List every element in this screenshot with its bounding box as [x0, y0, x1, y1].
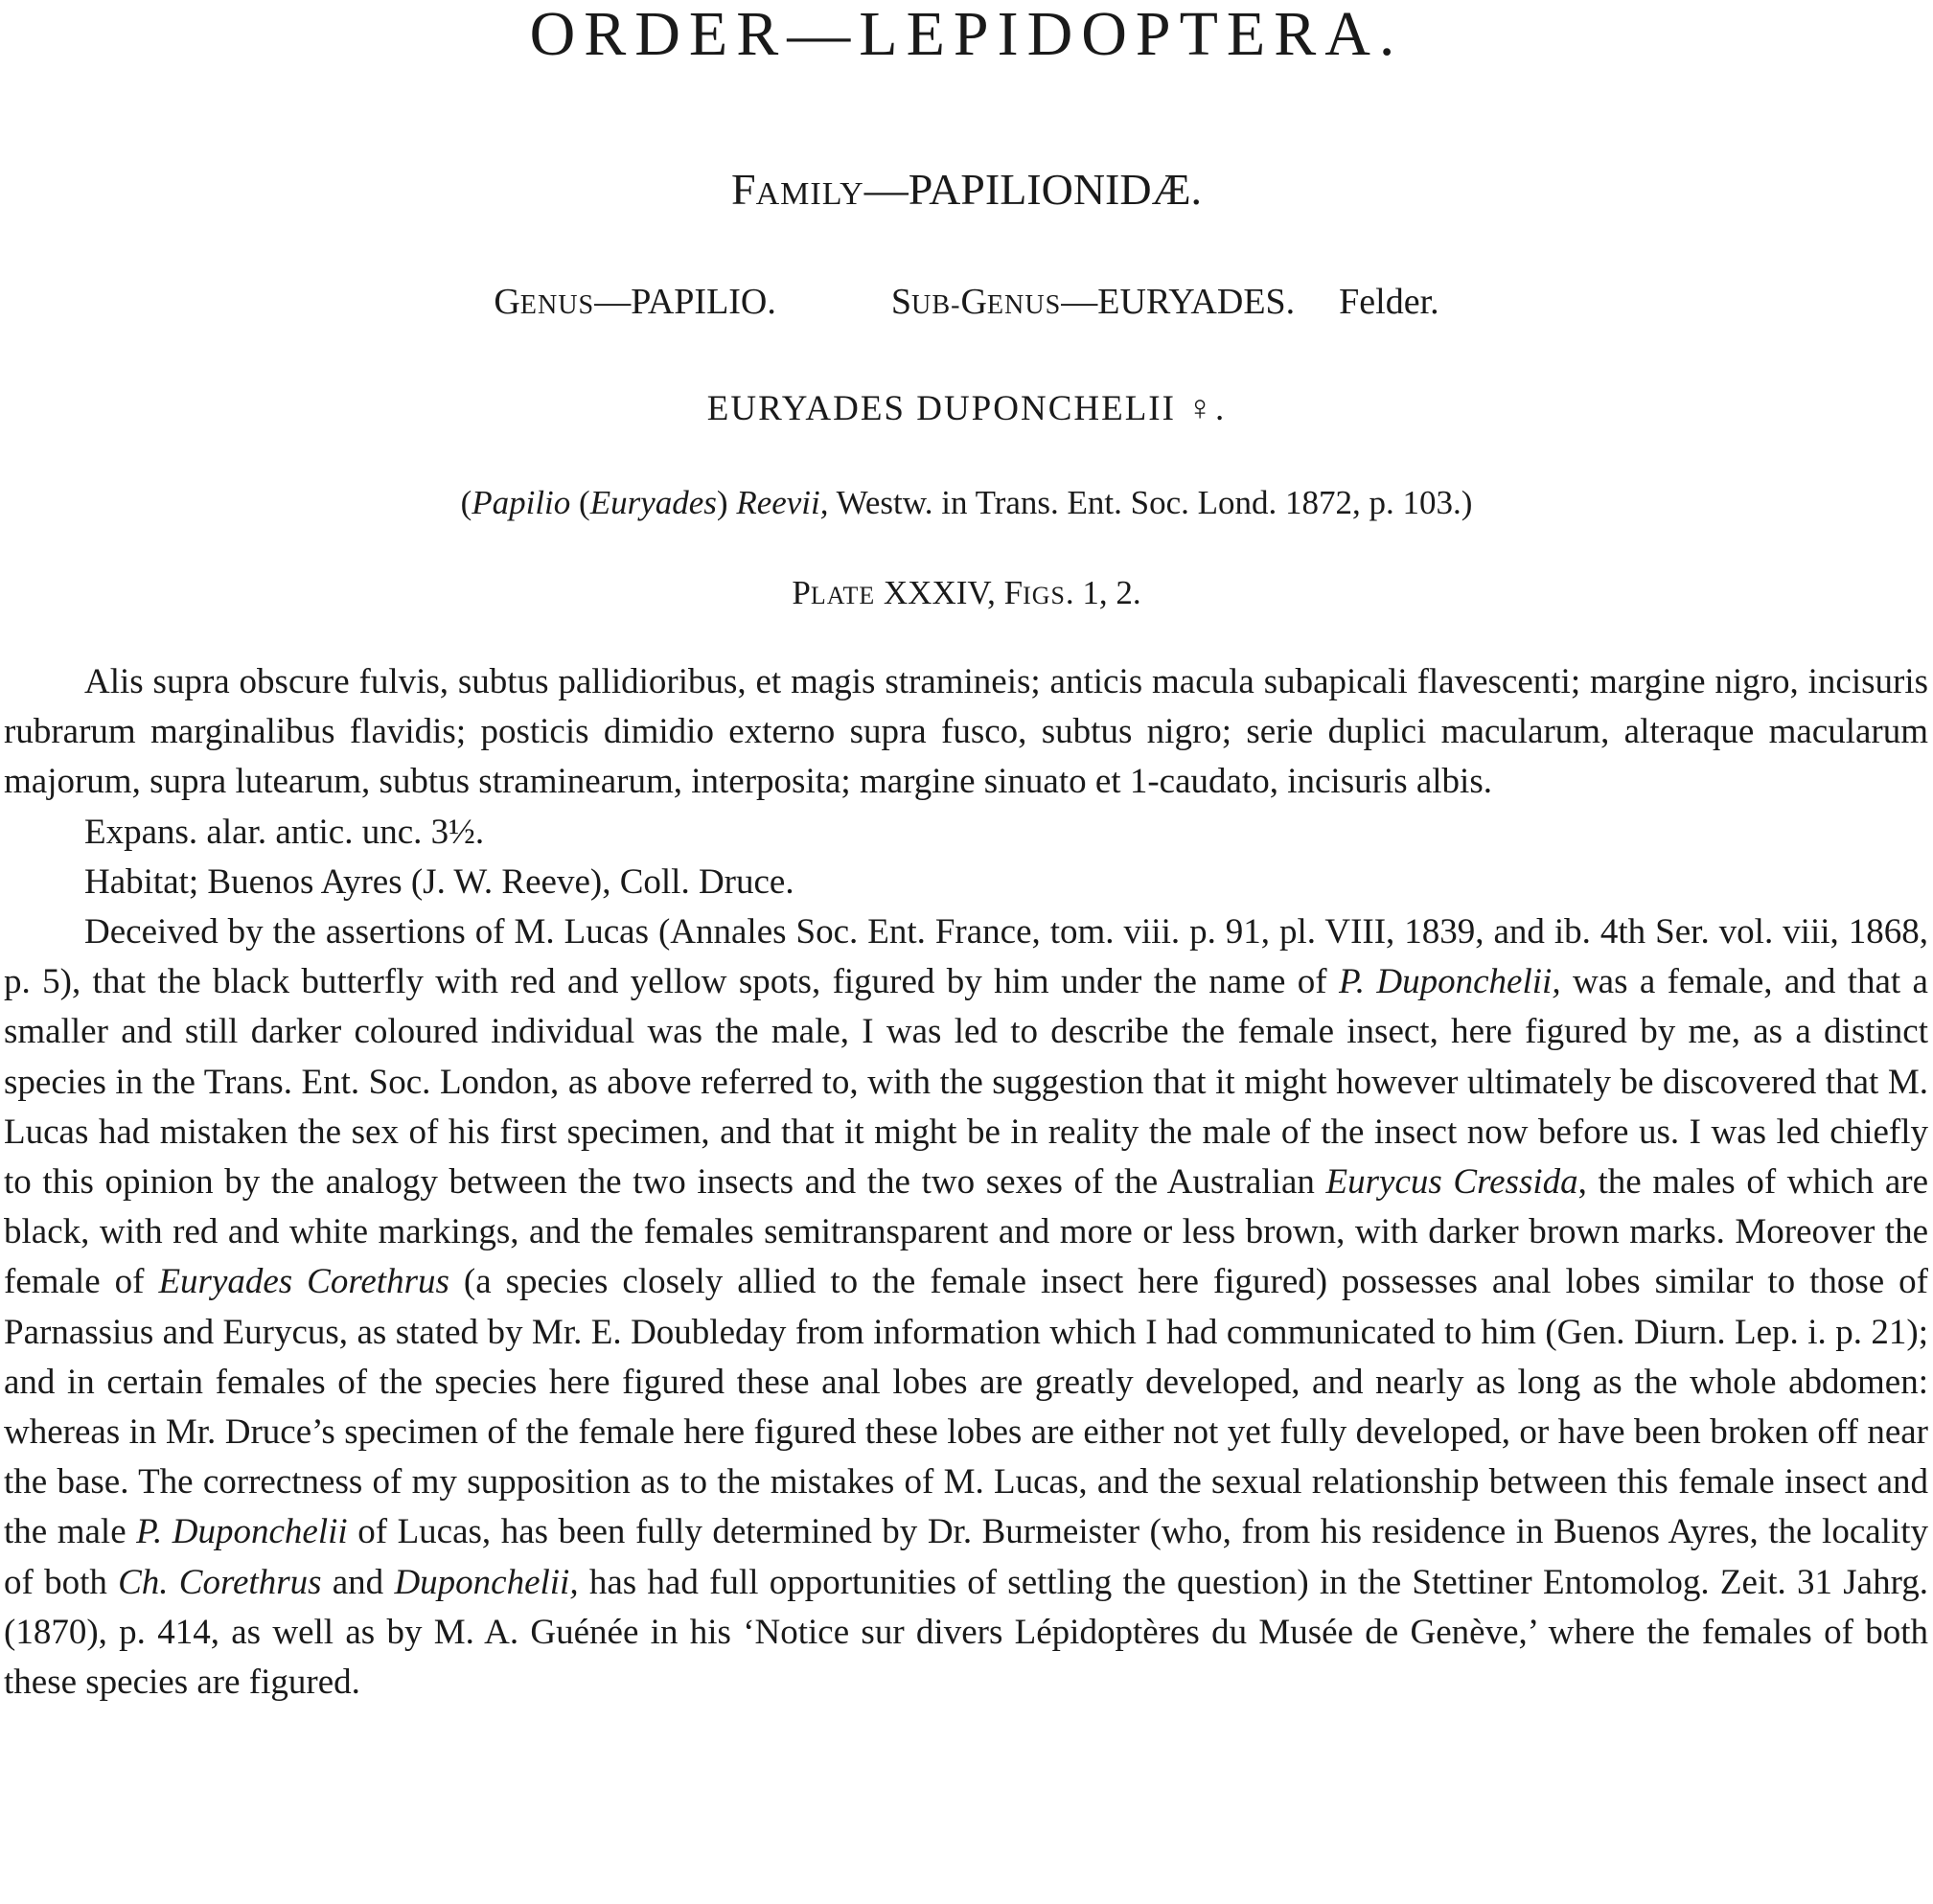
- discussion-text-2: was a female, and that a smaller and still darker coloured individual was the male, I was led to describe the female insect, here figured by me, as a distinct species in the Trans. Ent. Soc. London, as above referred to, with the suggestion that it might however ultimately be discovered that M. Lucas had mistaken the sex of his first specimen, and that it might be in reality the male of the insect now before us. I was led chiefly to this opinion by the analogy between the two insects and the two sexes of the Australian: [4, 962, 1928, 1203]
- subgenus-name: —EURYADES.: [1061, 282, 1296, 322]
- discussion-italic-6: Duponchelii,: [394, 1562, 579, 1602]
- discussion-italic-4: P. Duponchelii: [136, 1512, 348, 1552]
- discussion-text-1: Deceived by the assertions of M. Lucas (Annales Soc. Ent. France, tom. viii. p. 91, pl. VIII, 1839, and ib. 4th Ser. vol. viii, 1868, p. 5), that the black butterfly with red and yellow spots, figured by him under the name of: [4, 912, 1928, 1002]
- species-heading: EURYADES DUPONCHELII ♀.: [706, 389, 1227, 428]
- discussion-text-6: and: [321, 1562, 395, 1602]
- genus-smallcaps: ENUS: [519, 290, 595, 320]
- genus-heading: [0, 278, 1933, 330]
- expanse-paragraph: Expans. alar. antic. unc. 3½.: [84, 812, 485, 852]
- figs-smallcaps: IGS: [1023, 582, 1066, 609]
- synonym-citation: Westw. in Trans. Ent. Soc. Lond. 1872, p. 103.): [828, 484, 1473, 521]
- discussion-italic-1: P. Duponchelii,: [1338, 962, 1561, 1002]
- genus-cap: G: [494, 282, 520, 322]
- plate-cap: P: [792, 574, 811, 611]
- discussion-text-3: , the males of which are black, with red and white markings, and the females semitransparent and more or less brown, with darker brown marks. Moreover the female of: [4, 1162, 1929, 1302]
- discussion-text-4: (a species closely allied to the female insect here figured) possesses anal lobes similar to those of Parnassius and Eurycus, as stated by Mr. E. Doubleday from information which I had communicated to him (Gen. Diurn. Lep. i. p. 21); and in certain females of the species here figured these anal lobes are greatly developed, and nearly as long as the whole abdomen: whereas in Mr. Druce’s specimen of the female here figured these lobes are either not yet fully developed, or have been broken off near the base. The correctness of my supposition as to the mistakes of M. Lucas, and the sexual relationship between this female insect and the male: [4, 1262, 1928, 1552]
- discussion-paragraph: [4, 907, 1928, 1708]
- synonym-paren-open: (: [570, 484, 590, 521]
- synonym-genus: Papilio: [472, 484, 571, 521]
- synonym-reference: [0, 479, 1933, 527]
- plate-smallcaps: LATE: [810, 582, 876, 609]
- discussion-italic-3: Euryades Corethrus: [158, 1262, 449, 1302]
- synonym-species: Reevii,: [736, 484, 829, 521]
- discussion-italic-5: Ch. Corethrus: [118, 1562, 322, 1602]
- latin-description: Alis supra obscure fulvis, subtus pallidioribus, et magis stramineis; anticis macula subapicali flavescenti; margine nigro, incisuris rubrarum marginalibus flavidis; posticis dimidio externo supra fusco, subtus nigro; serie duplici macularum, alteraque macularum majorum, supra lutearum, subtus straminearum, interposita; margine sinuato et 1-caudato, incisuris albis.: [4, 662, 1928, 802]
- synonym-open-paren: (: [460, 484, 472, 521]
- subgenus-cap: S: [890, 282, 912, 322]
- order-title: ORDER—LEPIDOPTERA.: [529, 0, 1404, 69]
- discussion-text-7: has had full opportunities of settling the question) in the Stettiner Entomolog. Zeit. 31 Jahrg. (1870), p. 414, as well as by M. A. Guénée in his ‘Notice sur divers Lépidoptères du Musée de Genève,’ where the females of both these species are figured.: [4, 1562, 1928, 1703]
- family-name: —PAPILIONIDÆ.: [863, 165, 1202, 214]
- body-text: [4, 657, 1928, 1708]
- figs-numbers: . 1, 2.: [1065, 574, 1141, 611]
- family-heading: [0, 161, 1933, 223]
- subgenus-smallcaps: UB-: [911, 290, 961, 320]
- genus-author: Felder.: [1339, 282, 1439, 322]
- family-prefix-cap: F: [731, 165, 756, 214]
- figs-cap: F: [1003, 574, 1024, 611]
- plate-reference: [0, 569, 1933, 620]
- genus-name: —PAPILIO.: [594, 282, 776, 322]
- discussion-italic-2: Eurycus Cressida: [1325, 1162, 1578, 1203]
- synonym-subgenus: Euryades: [589, 484, 717, 521]
- family-prefix-smallcaps: AMILY: [755, 176, 864, 212]
- habitat-paragraph: Habitat; Buenos Ayres (J. W. Reeve), Coll. Druce.: [84, 861, 794, 902]
- discussion-text-5: of Lucas, has been fully determined by Dr. Burmeister (who, from his residence in Buenos Ayres, the locality of both: [4, 1512, 1928, 1602]
- subgenus-smallcaps-2: ENUS: [986, 290, 1062, 320]
- subgenus-cap-2: G: [960, 282, 987, 322]
- synonym-paren-close: ): [716, 484, 737, 521]
- plate-number: XXXIV,: [875, 574, 1004, 611]
